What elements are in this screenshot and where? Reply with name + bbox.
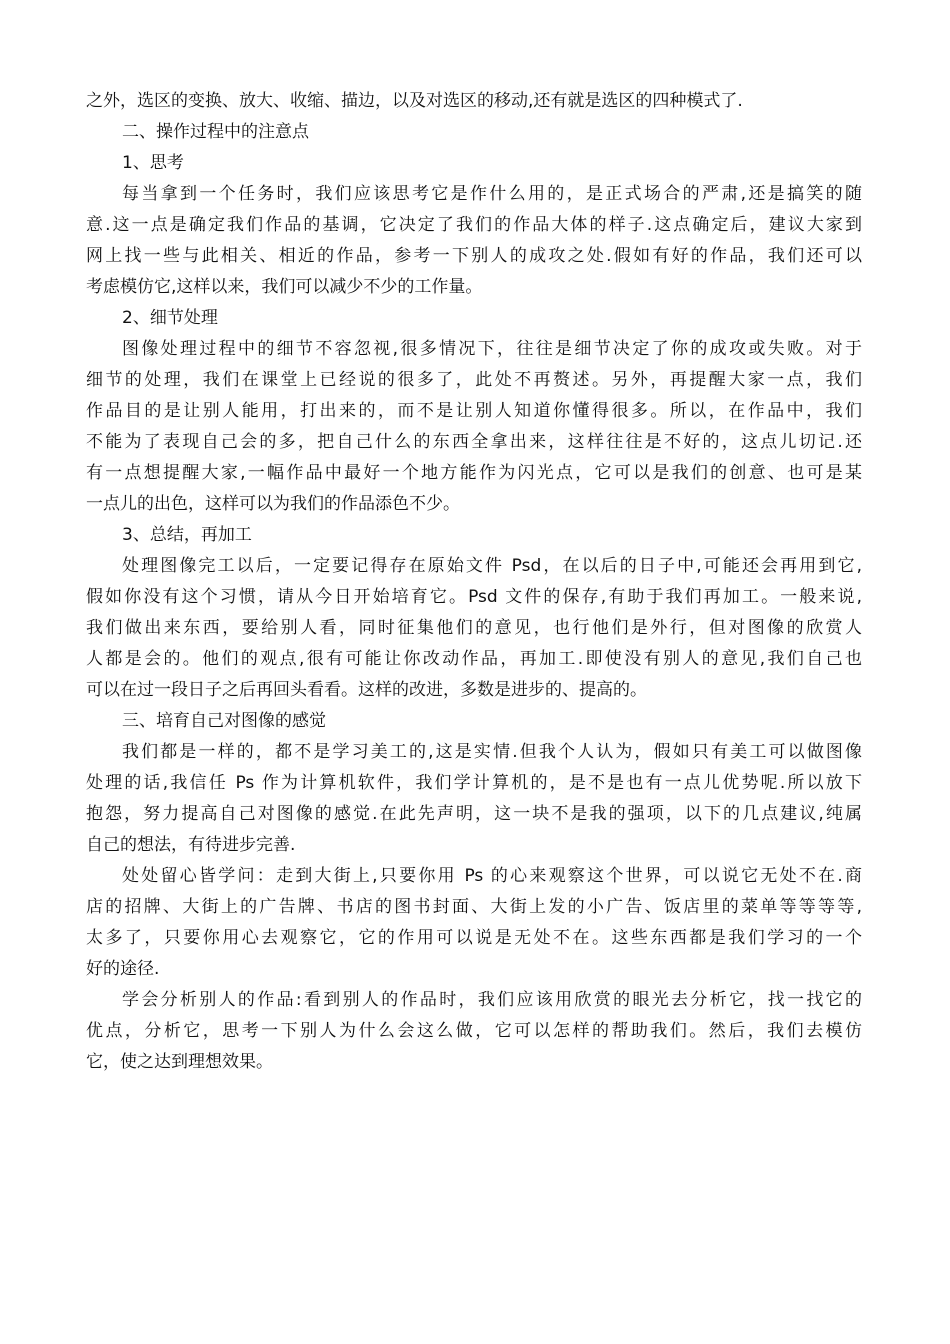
paragraph-line: 好的途径. [86, 959, 160, 979]
paragraph-line: 每当拿到一个任务时，我们应该思考它是作什么用的，是正式场合的严肃,还是搞笑的随 [122, 184, 862, 204]
section-heading: 三、培育自己对图像的感觉 [122, 711, 326, 731]
subsection-heading: 1、思考 [122, 153, 184, 173]
paragraph-line: 作品目的是让别人能用，打出来的，而不是让别人知道你懂得很多。所以，在作品中，我们 [86, 401, 862, 421]
paragraph-line: 我们都是一样的，都不是学习美工的,这是实情.但我个人认为，假如只有美工可以做图像 [122, 742, 862, 762]
subsection-heading: 3、总结，再加工 [122, 525, 252, 545]
document-page [86, 86, 862, 1078]
paragraph-line: 图像处理过程中的细节不容忽视,很多情况下，往往是细节决定了你的成攻或失败。对于 [122, 339, 862, 359]
paragraph-line: 处理图像完工以后，一定要记得存在原始文件 Psd，在以后的日子中,可能还会再用到它, [122, 556, 862, 576]
paragraph-line: 考虑模仿它,这样以来，我们可以减少不少的工作量。 [86, 277, 483, 297]
paragraph-line: 自己的想法，有待进步完善. [86, 835, 296, 855]
paragraph-line: 学会分析别人的作品:看到别人的作品时，我们应该用欣赏的眼光去分析它，找一找它的 [122, 990, 862, 1010]
subsection-heading: 2、细节处理 [122, 308, 218, 328]
paragraph-line: 可以在过一段日子之后再回头看看。这样的改进，多数是进步的、提高的。 [86, 680, 647, 700]
paragraph-line: 细节的处理，我们在课堂上已经说的很多了，此处不再赘述。另外，再提醒大家一点，我们 [86, 370, 862, 390]
paragraph-line: 人都是会的。他们的观点,很有可能让你改动作品，再加工.即使没有别人的意见,我们自己也 [86, 649, 862, 669]
paragraph-line: 抱怨，努力提高自己对图像的感觉.在此先声明，这一块不是我的强项，以下的几点建议,纯属 [86, 804, 862, 824]
paragraph-line: 意.这一点是确定我们作品的基调，它决定了我们的作品大体的样子.这点确定后，建议大家到 [86, 215, 862, 235]
paragraph-line: 它，使之达到理想效果。 [86, 1052, 273, 1072]
paragraph-line: 处理的话,我信任 Ps 作为计算机软件，我们学计算机的，是不是也有一点儿优势呢.所以放下 [86, 773, 862, 793]
paragraph-line: 有一点想提醒大家,一幅作品中最好一个地方能作为闪光点，它可以是我们的创意、也可是某 [86, 463, 862, 483]
paragraph-line: 优点，分析它，思考一下别人为什么会这么做，它可以怎样的帮助我们。然后，我们去模仿 [86, 1021, 862, 1041]
paragraph-line: 假如你没有这个习惯，请从今日开始培育它。Psd 文件的保存,有助于我们再加工。一般来说, [86, 587, 862, 607]
paragraph-line: 太多了，只要你用心去观察它，它的作用可以说是无处不在。这些东西都是我们学习的一个 [86, 928, 862, 948]
body-line: 之外，选区的变换、放大、收缩、描边，以及对选区的移动,还有就是选区的四种模式了. [86, 91, 743, 111]
section-heading: 二、操作过程中的注意点 [122, 122, 309, 142]
paragraph-line: 店的招牌、大街上的广告牌、书店的图书封面、大街上发的小广告、饭店里的菜单等等等等, [86, 897, 862, 917]
paragraph-line: 我们做出来东西，要给别人看，同时征集他们的意见，也行他们是外行，但对图像的欣赏人 [86, 618, 862, 638]
paragraph-line: 网上找一些与此相关、相近的作品，参考一下别人的成攻之处.假如有好的作品，我们还可以 [86, 246, 862, 266]
paragraph-line: 一点儿的出色，这样可以为我们的作品添色不少。 [86, 494, 460, 514]
paragraph-line: 处处留心皆学问：走到大街上,只要你用 Ps 的心来观察这个世界，可以说它无处不在.商 [122, 866, 862, 886]
paragraph-line: 不能为了表现自己会的多，把自己什么的东西全拿出来，这样往往是不好的，这点儿切记.还 [86, 432, 862, 452]
